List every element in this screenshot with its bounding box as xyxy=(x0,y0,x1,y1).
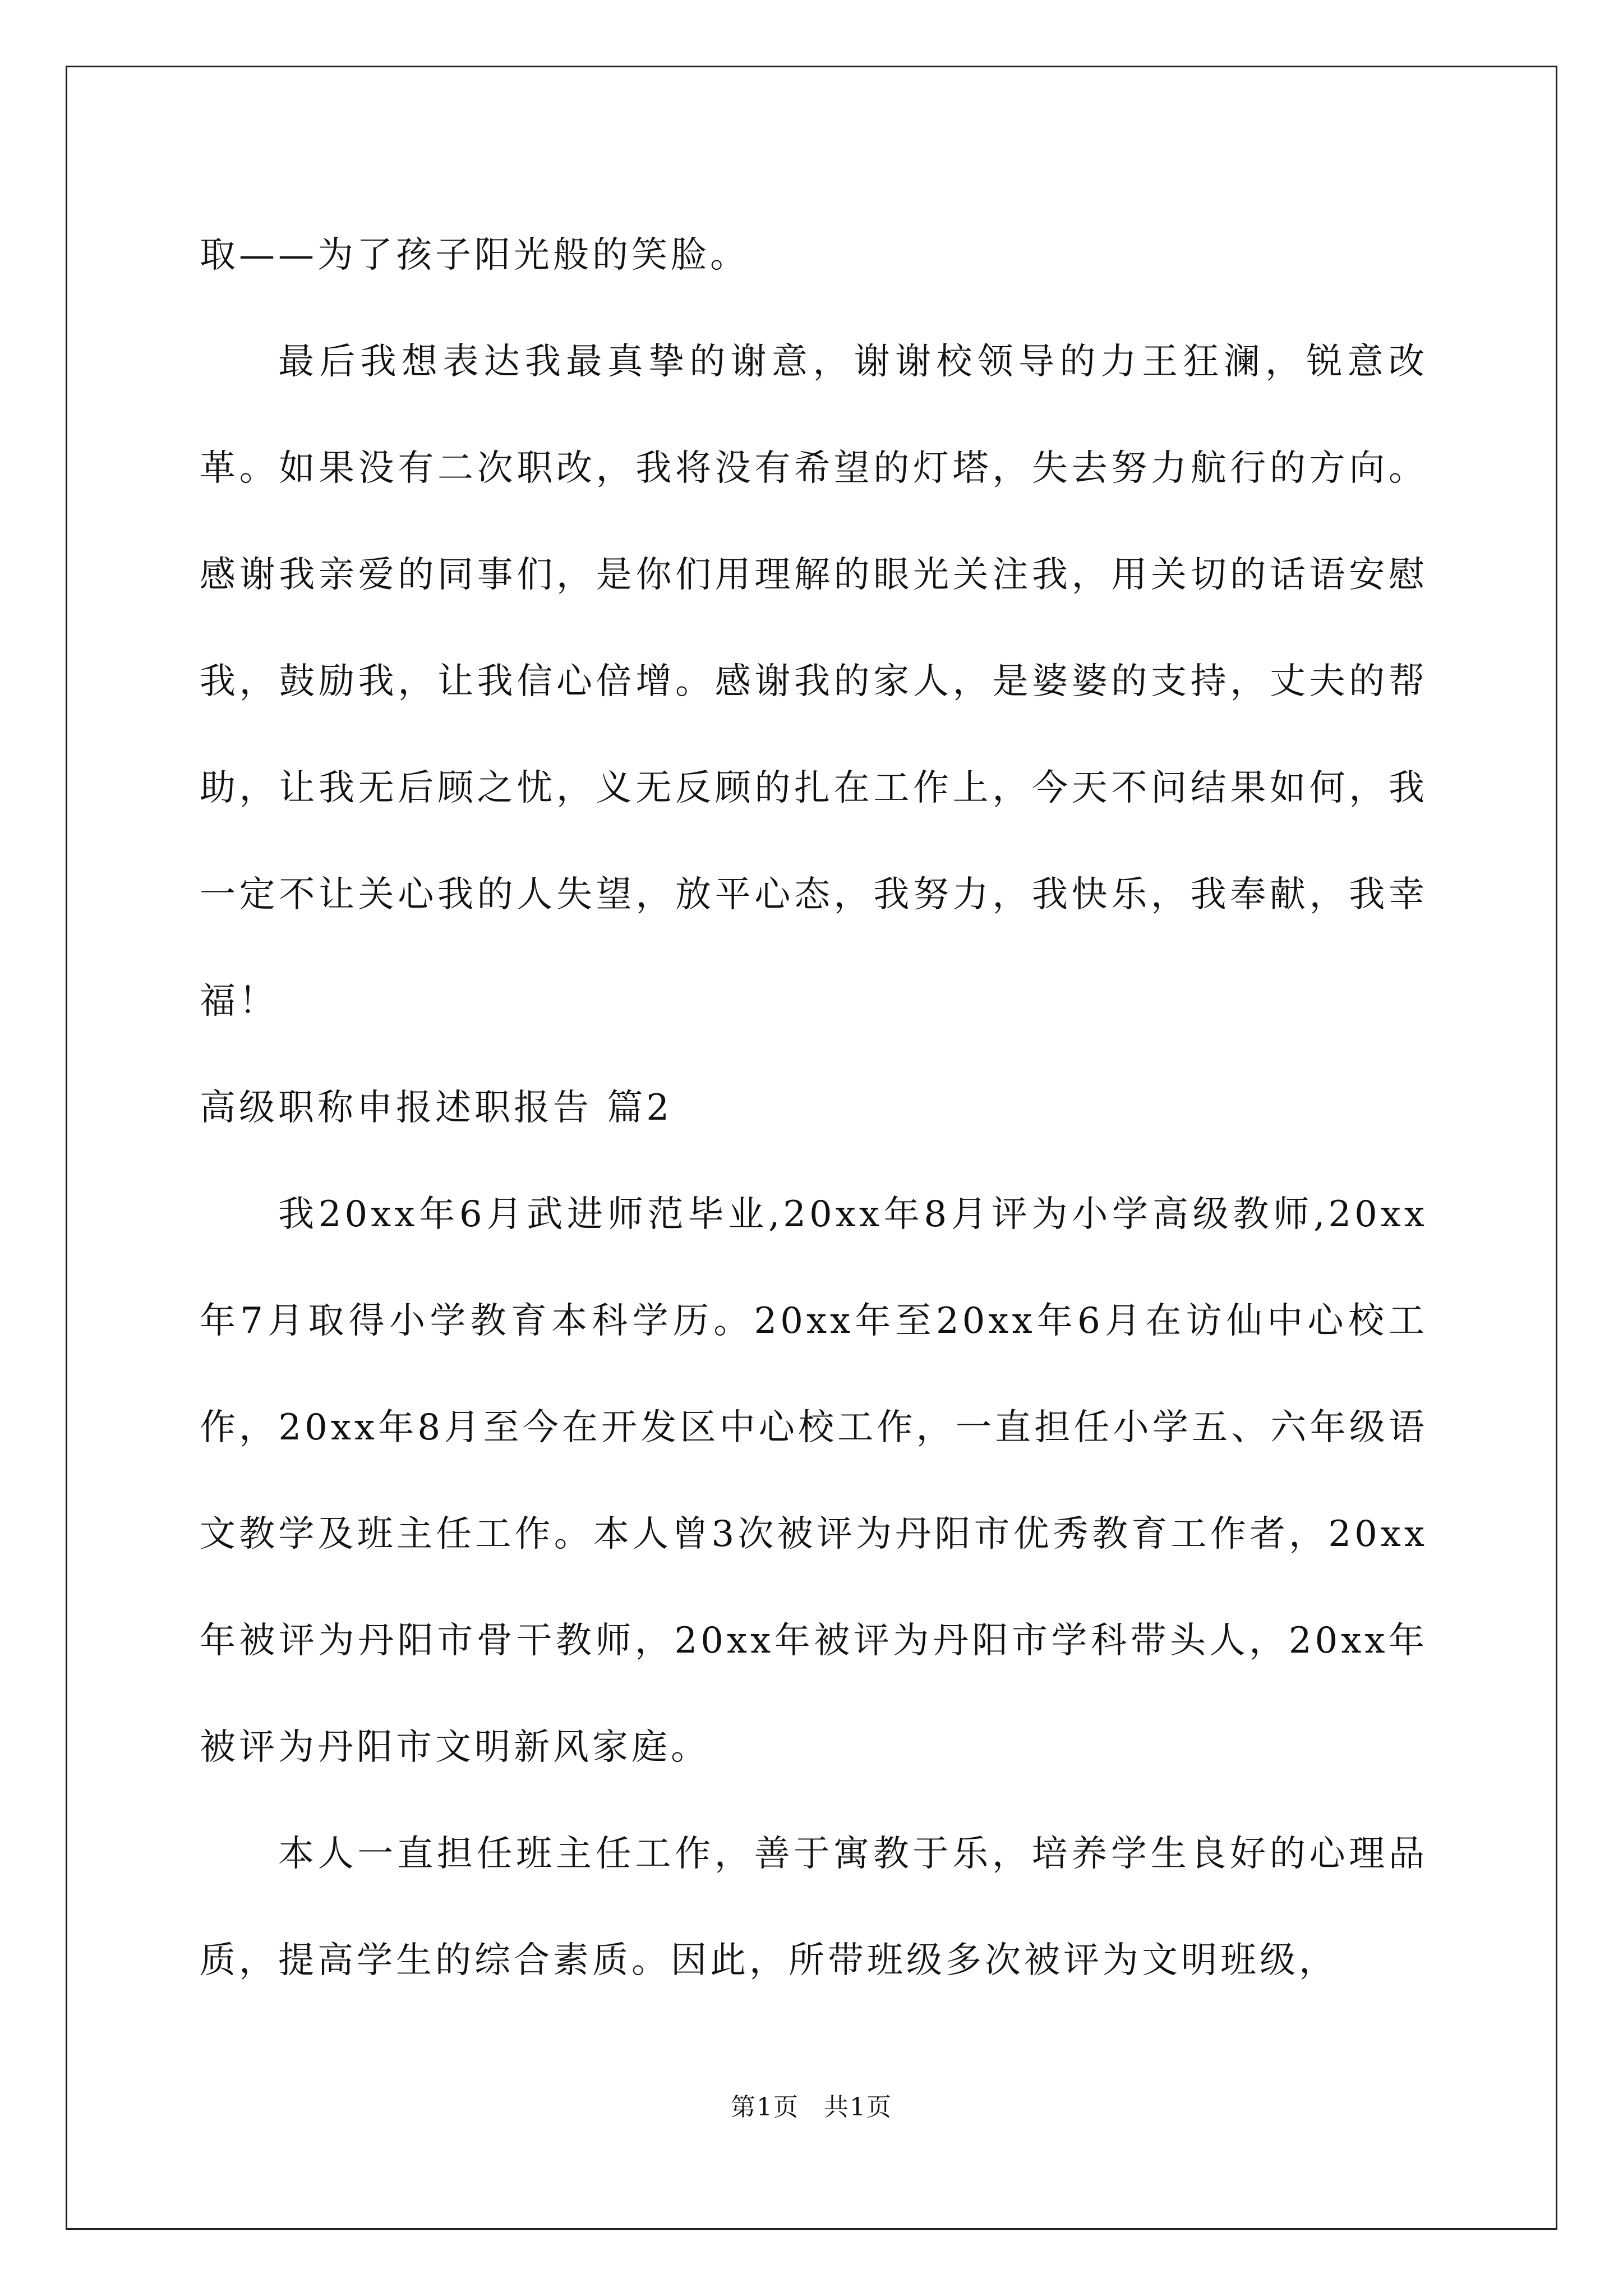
page-number: 第1页 xyxy=(731,2093,799,2122)
document-body xyxy=(200,202,1428,2014)
paragraph: 取——为了孩子阳光般的笑脸。 xyxy=(200,234,749,276)
page-footer xyxy=(0,2087,1623,2123)
paragraph: 本人一直担任班主任工作，善于寓教于乐，培养学生良好的心理品质，提高学生的综合素质。因此，所带班级多次被评为文明班级， xyxy=(200,1833,1428,1981)
page-total: 共1页 xyxy=(824,2093,892,2122)
paragraph: 我20xx年6月武进师范毕业,20xx年8月评为小学高级教师,20xx年7月取得小学教育本科学历。20xx年至20xx年6月在访仙中心校工作，20xx年8月至今在开发区中心校工作，一直担任小学五、六年级语文教学及班主任工作。本人曾3次被评为丹阳市优秀教育工作者，20xx年被评为丹阳市骨干教师，20xx年被评为丹阳市学科带头人，20xx年被评为丹阳市文明新风家庭。 xyxy=(200,1194,1428,1768)
paragraph: 最后我想表达我最真挚的谢意，谢谢校领导的力王狂澜，锐意改革。如果没有二次职改，我将没有希望的灯塔，失去努力航行的方向。感谢我亲爱的同事们，是你们用理解的眼光关注我，用关切的话语安慰我，鼓励我，让我信心倍增。感谢我的家人，是婆婆的支持，丈夫的帮助，让我无后顾之忧，义无反顾的扎在工作上，今天不问结果如何，我一定不让关心我的人失望，放平心态，我努力，我快乐，我奉献，我幸福！ xyxy=(200,341,1428,1022)
section-heading: 高级职称申报述职报告 篇2 xyxy=(200,1087,673,1129)
